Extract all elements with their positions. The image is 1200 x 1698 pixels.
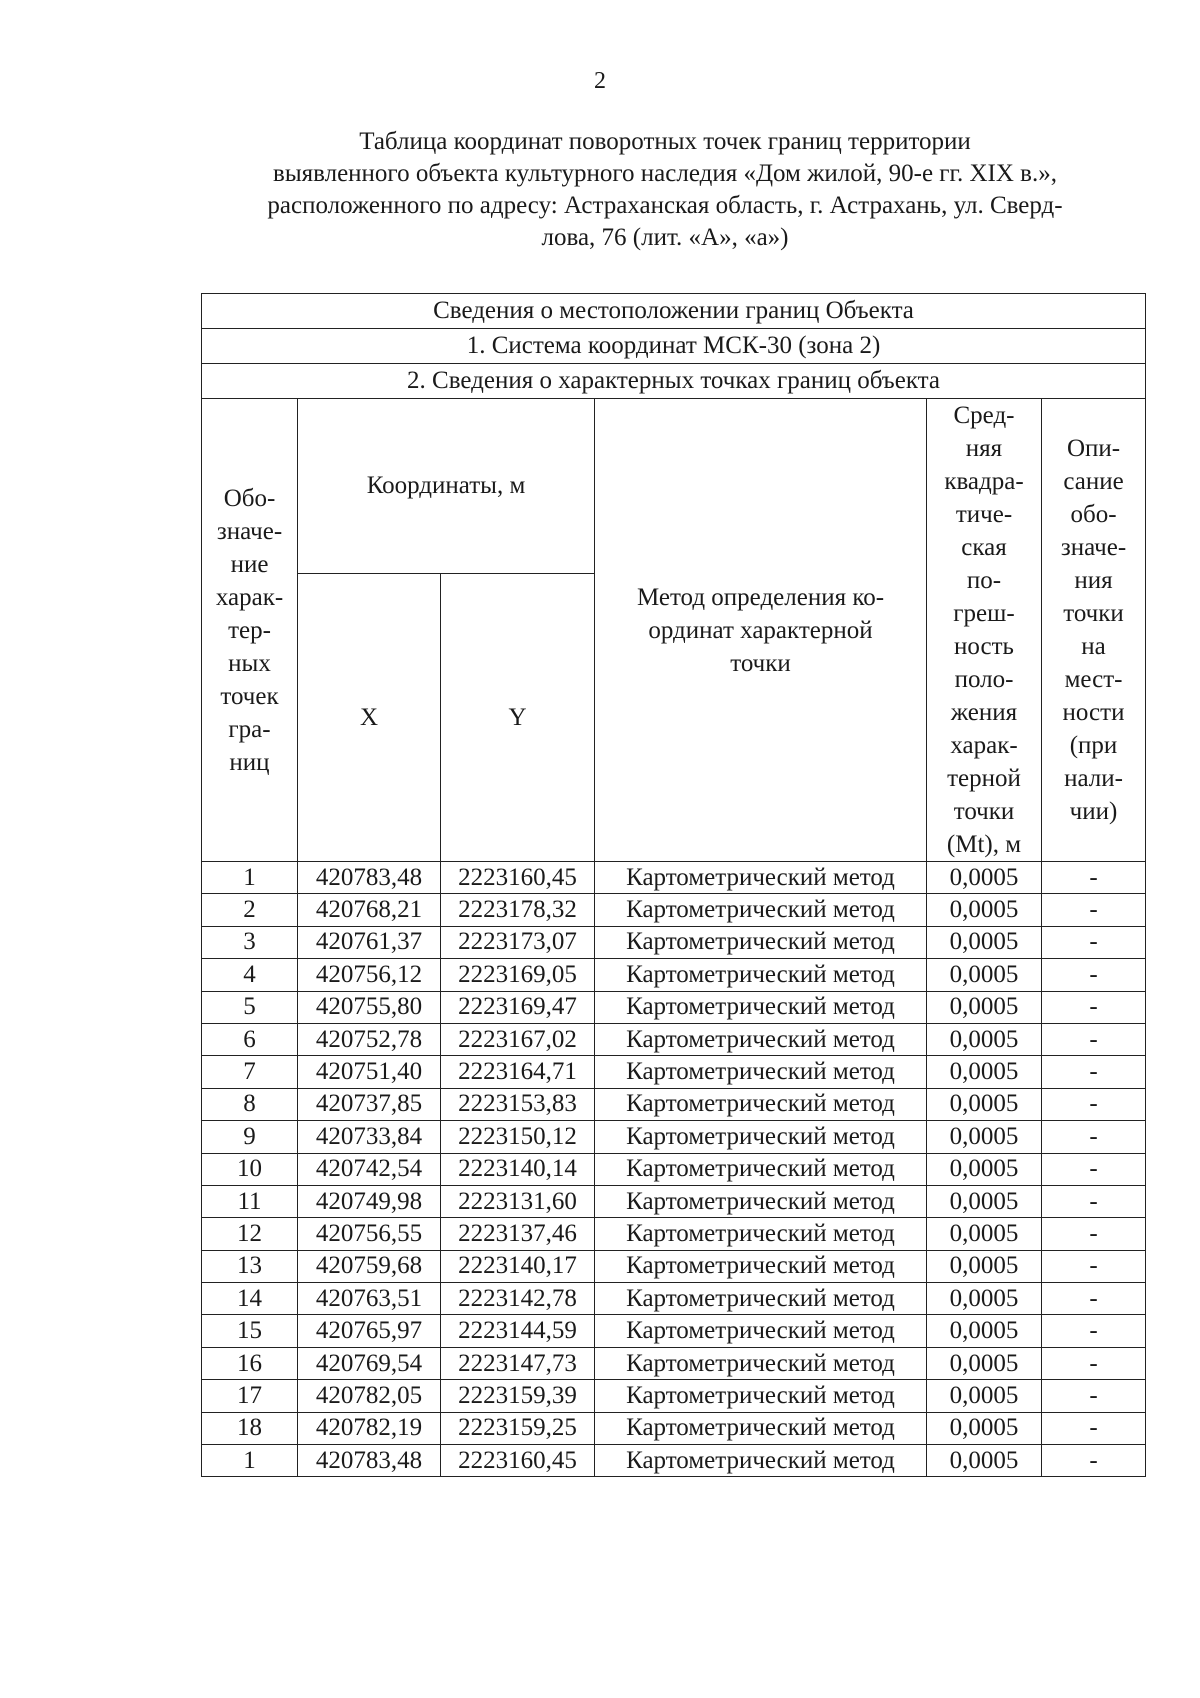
cell-mt: 0,0005 [927,1412,1042,1444]
cell-mt: 0,0005 [927,959,1042,991]
column-header-description: Опи- сание обо- значе- ния точки на мест- ности (при нали- чии) [1042,399,1146,862]
cell-x: 420737,85 [298,1088,441,1120]
cell-description: - [1042,1088,1146,1120]
cell-x: 420756,55 [298,1218,441,1250]
cell-point-number: 13 [202,1250,298,1282]
cell-method: Картометрический метод [595,894,927,926]
cell-point-number: 5 [202,991,298,1023]
cell-method: Картометрический метод [595,1023,927,1055]
cell-mt: 0,0005 [927,1250,1042,1282]
cell-y: 2223159,25 [441,1412,595,1444]
cell-x: 420755,80 [298,991,441,1023]
table-row [202,1153,1146,1185]
cell-mt: 0,0005 [927,1445,1042,1477]
cell-method: Картометрический метод [595,959,927,991]
cell-mt: 0,0005 [927,1056,1042,1088]
cell-mt: 0,0005 [927,862,1042,894]
cell-x: 420783,48 [298,1445,441,1477]
cell-y: 2223153,83 [441,1088,595,1120]
cell-y: 2223169,05 [441,959,595,991]
cell-y: 2223164,71 [441,1056,595,1088]
column-header-x: X [298,573,441,862]
table-row [202,862,1146,894]
cell-y: 2223137,46 [441,1218,595,1250]
cell-x: 420761,37 [298,926,441,958]
table-row [202,1056,1146,1088]
cell-method: Картометрический метод [595,1153,927,1185]
cell-description: - [1042,1218,1146,1250]
cell-method: Картометрический метод [595,1445,927,1477]
column-header-designation: Обо- значе- ние харак- тер- ных точек гра- ниц [202,399,298,862]
table-row [202,1185,1146,1217]
table-row [202,1218,1146,1250]
cell-y: 2223178,32 [441,894,595,926]
cell-x: 420763,51 [298,1283,441,1315]
cell-x: 420751,40 [298,1056,441,1088]
cell-method: Картометрический метод [595,1412,927,1444]
coordinates-table [201,293,1146,1477]
table-row [202,1315,1146,1347]
cell-mt: 0,0005 [927,1347,1042,1379]
column-header-coordinates: Координаты, м [298,399,595,574]
cell-method: Картометрический метод [595,1315,927,1347]
cell-method: Картометрический метод [595,1185,927,1217]
cell-point-number: 17 [202,1380,298,1412]
cell-description: - [1042,1121,1146,1153]
cell-description: - [1042,926,1146,958]
cell-point-number: 7 [202,1056,298,1088]
table-header-points-info: 2. Сведения о характерных точках границ объекта [202,364,1146,399]
table-row [202,1347,1146,1379]
table-row [202,894,1146,926]
table-row [202,1283,1146,1315]
cell-y: 2223173,07 [441,926,595,958]
cell-description: - [1042,894,1146,926]
cell-x: 420759,68 [298,1250,441,1282]
page-number: 2 [594,68,606,94]
cell-point-number: 9 [202,1121,298,1153]
cell-description: - [1042,991,1146,1023]
cell-mt: 0,0005 [927,1315,1042,1347]
cell-mt: 0,0005 [927,991,1042,1023]
cell-x: 420768,21 [298,894,441,926]
cell-method: Картометрический метод [595,1218,927,1250]
cell-x: 420769,54 [298,1347,441,1379]
cell-x: 420782,19 [298,1412,441,1444]
cell-mt: 0,0005 [927,1153,1042,1185]
table-row [202,1380,1146,1412]
table-row [202,1023,1146,1055]
cell-description: - [1042,1445,1146,1477]
table-row [202,1250,1146,1282]
cell-description: - [1042,1347,1146,1379]
cell-y: 2223142,78 [441,1283,595,1315]
cell-description: - [1042,862,1146,894]
cell-point-number: 1 [202,862,298,894]
table-header-coord-system: 1. Система координат МСК-30 (зона 2) [202,329,1146,364]
cell-mt: 0,0005 [927,1283,1042,1315]
title-line: расположенного по адресу: Астраханская область, г. Астрахань, ул. Сверд- [267,192,1063,219]
table-row [202,926,1146,958]
cell-method: Картометрический метод [595,1056,927,1088]
cell-point-number: 16 [202,1347,298,1379]
cell-point-number: 8 [202,1088,298,1120]
cell-description: - [1042,1250,1146,1282]
cell-mt: 0,0005 [927,1218,1042,1250]
cell-description: - [1042,1283,1146,1315]
cell-x: 420742,54 [298,1153,441,1185]
cell-y: 2223147,73 [441,1347,595,1379]
cell-y: 2223169,47 [441,991,595,1023]
cell-method: Картометрический метод [595,1121,927,1153]
cell-mt: 0,0005 [927,1380,1042,1412]
table-row [202,959,1146,991]
table-body [202,862,1146,1477]
cell-point-number: 10 [202,1153,298,1185]
cell-x: 420733,84 [298,1121,441,1153]
title-line: Таблица координат поворотных точек границ территории [359,128,971,155]
document-title [200,126,1130,254]
cell-mt: 0,0005 [927,894,1042,926]
cell-y: 2223131,60 [441,1185,595,1217]
cell-method: Картометрический метод [595,991,927,1023]
cell-x: 420783,48 [298,862,441,894]
cell-description: - [1042,1185,1146,1217]
cell-mt: 0,0005 [927,1088,1042,1120]
table-header-boundaries: Сведения о местоположении границ Объекта [202,294,1146,329]
cell-method: Картометрический метод [595,926,927,958]
cell-y: 2223144,59 [441,1315,595,1347]
cell-point-number: 15 [202,1315,298,1347]
cell-method: Картометрический метод [595,1250,927,1282]
cell-x: 420756,12 [298,959,441,991]
cell-method: Картометрический метод [595,1088,927,1120]
cell-y: 2223140,14 [441,1153,595,1185]
cell-x: 420765,97 [298,1315,441,1347]
cell-y: 2223140,17 [441,1250,595,1282]
cell-point-number: 11 [202,1185,298,1217]
cell-method: Картометрический метод [595,1283,927,1315]
cell-y: 2223160,45 [441,1445,595,1477]
cell-description: - [1042,1023,1146,1055]
title-line: лова, 76 (лит. «А», «а») [541,224,789,251]
cell-description: - [1042,1153,1146,1185]
table-row [202,1088,1146,1120]
cell-point-number: 6 [202,1023,298,1055]
cell-point-number: 2 [202,894,298,926]
cell-method: Картометрический метод [595,1347,927,1379]
cell-y: 2223167,02 [441,1023,595,1055]
cell-description: - [1042,1056,1146,1088]
column-header-y: Y [441,573,595,862]
table-row [202,991,1146,1023]
cell-x: 420749,98 [298,1185,441,1217]
title-line: выявленного объекта культурного наследия «Дом жилой, 90-е гг. XIX в.», [273,160,1057,187]
cell-method: Картометрический метод [595,862,927,894]
cell-point-number: 12 [202,1218,298,1250]
cell-description: - [1042,1315,1146,1347]
cell-point-number: 18 [202,1412,298,1444]
cell-mt: 0,0005 [927,1121,1042,1153]
cell-point-number: 14 [202,1283,298,1315]
cell-mt: 0,0005 [927,1185,1042,1217]
column-header-mt: Сред- няя квадра- тиче- ская по- греш- ность поло- жения харак- терной точки (Mt), м [927,399,1042,862]
cell-point-number: 1 [202,1445,298,1477]
table-row [202,1445,1146,1477]
cell-description: - [1042,1380,1146,1412]
cell-method: Картометрический метод [595,1380,927,1412]
cell-x: 420752,78 [298,1023,441,1055]
cell-point-number: 3 [202,926,298,958]
cell-description: - [1042,959,1146,991]
cell-description: - [1042,1412,1146,1444]
cell-point-number: 4 [202,959,298,991]
table-row [202,1412,1146,1444]
cell-y: 2223159,39 [441,1380,595,1412]
cell-x: 420782,05 [298,1380,441,1412]
column-header-method: Метод определения ко- ординат характерной точки [595,399,927,862]
cell-mt: 0,0005 [927,926,1042,958]
table-row [202,1121,1146,1153]
cell-mt: 0,0005 [927,1023,1042,1055]
cell-y: 2223160,45 [441,862,595,894]
cell-y: 2223150,12 [441,1121,595,1153]
